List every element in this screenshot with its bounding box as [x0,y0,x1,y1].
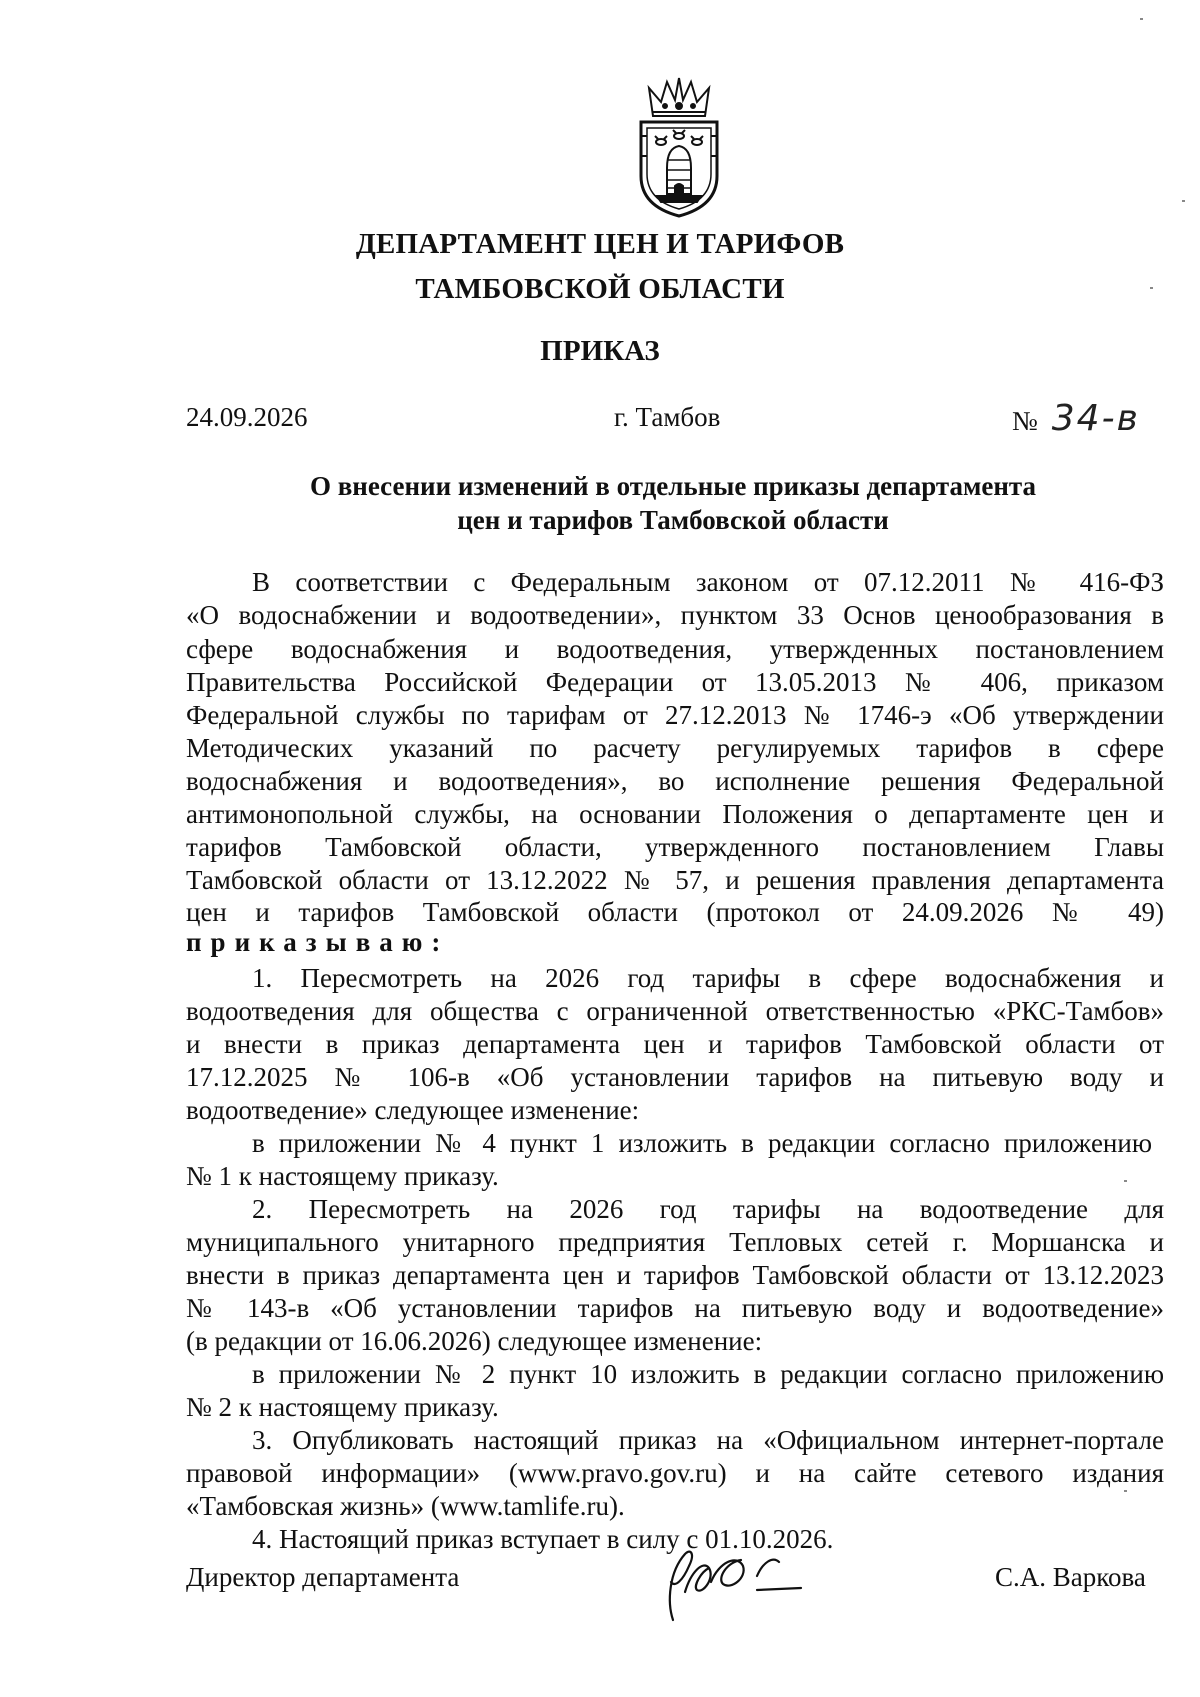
body-line: (в редакции от 16.06.2026) следующее изменение: [186,1326,763,1356]
scan-speck [1124,1490,1127,1492]
body-line: Правительства Российской Федерации от 13.05.2013 № 406, приказом [186,667,1164,697]
scan-speck [1182,200,1185,202]
handwritten-signature [645,1532,805,1632]
body-line: Методических указаний по расчету регулируемых тарифов в сфере [186,733,1164,763]
body-line: водоотведения для общества с ограниченной ответственностью «РКС-Тамбов» [186,996,1164,1026]
body-line: и внести в приказ департамента цен и тарифов Тамбовской области от [186,1029,1164,1059]
body-line: цен и тарифов Тамбовской области (протокол от 24.09.2026 № 49) [186,897,1164,927]
body-line: № 1 к настоящему приказу. [186,1161,499,1191]
body-line: 17.12.2025 № 106-в «Об установлении тарифов на питьевую воду и [186,1062,1164,1092]
body-line: «О водоснабжении и водоотведении», пунктом 33 Основ ценообразования в [186,600,1164,630]
body-line: «Тамбовская жизнь» (www.tamlife.ru). [186,1491,625,1521]
body-line: № 2 к настоящему приказу. [186,1392,499,1422]
body-line: 3. Опубликовать настоящий приказ на «Официальном интернет-портале [252,1425,1164,1455]
body-line: 1. Пересмотреть на 2026 год тарифы в сфере водоснабжения и [252,963,1164,993]
body-line: Тамбовской области от 13.12.2022 № 57, и решения правления департамента [186,865,1164,895]
body-line: 4. Настоящий приказ вступает в силу с 01.10.2026. [252,1524,834,1554]
subject-line: О внесении изменений в отдельные приказы департамента [309,471,1037,501]
body-line: муниципального унитарного предприятия Тепловых сетей г. Моршанска и [186,1227,1164,1257]
order-subject [0,469,1200,537]
body-line: тарифов Тамбовской области, утвержденного постановлением Главы [186,832,1164,862]
decree-word: приказываю: [186,927,450,957]
scan-speck [1150,287,1153,289]
scan-speck [1124,1180,1127,1182]
handwritten-order-number: 34-в [1051,398,1140,439]
body-line: в приложении № 4 пункт 1 изложить в редакции согласно приложению [252,1128,1152,1158]
department-name-line1: ДЕПАРТАМЕНТ ЦЕН И ТАРИФОВ [355,228,845,260]
body-line: правовой информации» (www.pravo.gov.ru) и на сайте сетевого издания [186,1458,1164,1488]
body-line: антимонопольной службы, на основании Положения о департаменте цен и [186,799,1164,829]
body-line: № 143-в «Об установлении тарифов на питьевую воду и водоотведение» [186,1293,1164,1323]
signatory-name: С.А. Варкова [995,1562,1146,1592]
body-line: водоотведение» следующее изменение: [186,1095,640,1125]
body-line: 2. Пересмотреть на 2026 год тарифы на водоотведение для [252,1194,1164,1224]
document-type-title: ПРИКАЗ [540,335,660,367]
scan-speck [1140,18,1143,20]
body-line: В соответствии с Федеральным законом от 07.12.2011 № 416-ФЗ [252,567,1164,597]
body-line: водоснабжения и водоотведения», во исполнение решения Федеральной [186,766,1164,796]
order-date: 24.09.2026 [186,402,308,432]
body-line: внести в приказ департамента цен и тарифов Тамбовской области от 13.12.2023 [186,1260,1164,1290]
department-name-line2: ТАМБОВСКОЙ ОБЛАСТИ [415,273,785,305]
number-sign: № [1012,406,1038,436]
tambov-coat-of-arms-icon [631,76,727,218]
body-line: в приложении № 2 пункт 10 изложить в редакции согласно приложению [252,1359,1164,1389]
subject-line: цен и тарифов Тамбовской области [457,505,889,535]
signatory-position: Директор департамента [186,1562,460,1592]
body-line: сфере водоснабжения и водоотведения, утвержденных постановлением [186,634,1164,664]
order-number [1012,398,1140,439]
order-city: г. Тамбов [614,402,721,432]
body-line: Федеральной службы по тарифам от 27.12.2013 № 1746-э «Об утверждении [186,700,1164,730]
